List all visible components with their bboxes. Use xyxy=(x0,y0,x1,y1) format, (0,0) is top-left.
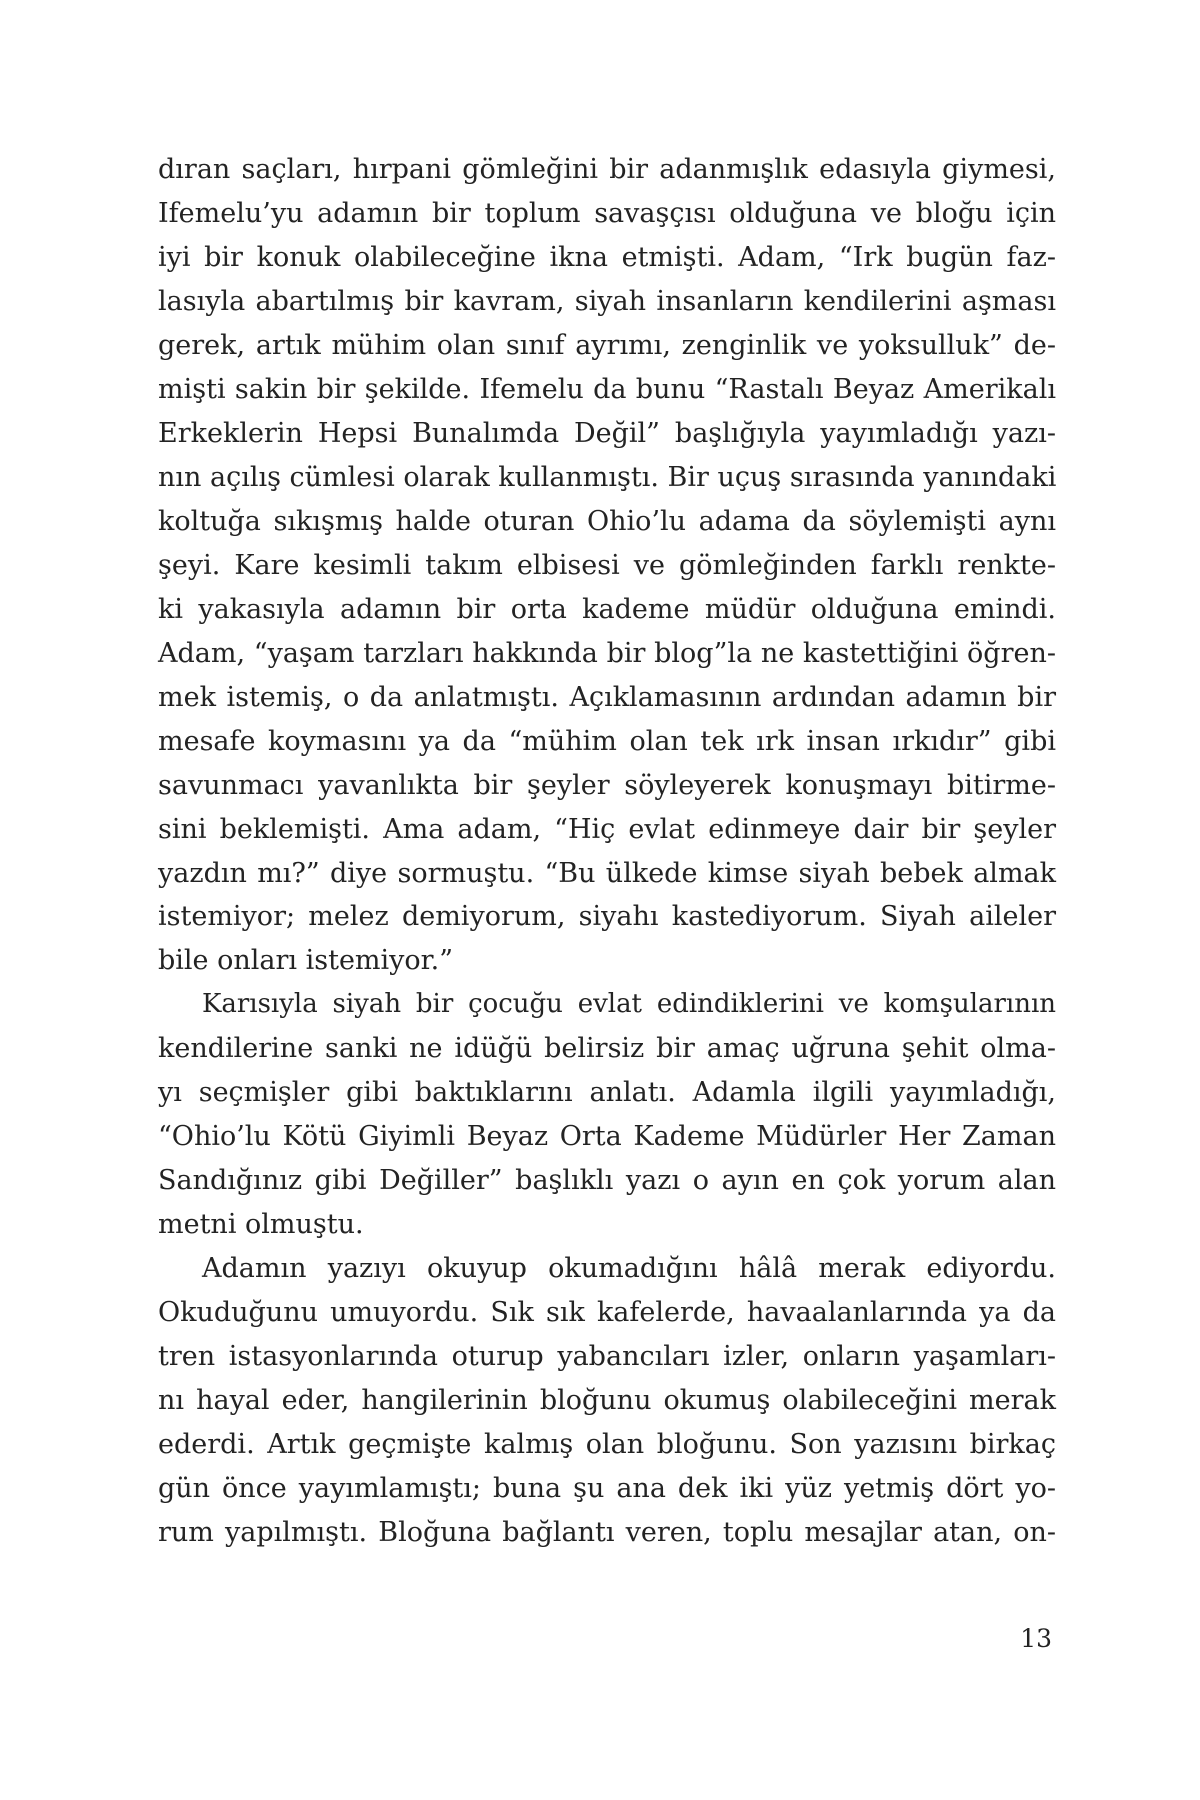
body-text xyxy=(158,148,1056,1555)
text-line: ederdi. Artık geçmişte kalmış olan bloğunu. Son yazısını birkaç xyxy=(158,1429,1056,1461)
text-line: gün önce yayımlamıştı; buna şu ana dek iki yüz yetmiş dört yo- xyxy=(158,1473,1056,1505)
text-line: Ifemelu’yu adamın bir toplum savaşçısı olduğuna ve bloğu için xyxy=(158,197,1056,229)
text-line: şeyi. Kare kesimli takım elbisesi ve gömleğinden farklı renkte- xyxy=(158,549,1056,581)
text-line: tren istasyonlarında oturup yabancıları izler, onların yaşamları- xyxy=(158,1341,1056,1373)
text-line: iyi bir konuk olabileceğine ikna etmişti. Adam, “Irk bugün faz- xyxy=(158,241,1056,273)
text-line: ki yakasıyla adamın bir orta kademe müdür olduğuna emindi. xyxy=(158,593,1056,625)
text-line: rum yapılmıştı. Bloğuna bağlantı veren, toplu mesajlar atan, on- xyxy=(158,1517,1056,1549)
text-line: Karısıyla siyah bir çocuğu evlat edindiklerini ve komşularının xyxy=(202,989,1056,1020)
text-line: nı hayal eder, hangilerinin bloğunu okumuş olabileceğini merak xyxy=(158,1385,1056,1417)
text-line: mişti sakin bir şekilde. Ifemelu da bunu “Rastalı Beyaz Amerikalı xyxy=(158,373,1056,405)
text-line: koltuğa sıkışmış halde oturan Ohio’lu adama da söylemişti aynı xyxy=(158,505,1056,537)
text-line: lasıyla abartılmış bir kavram, siyah insanların kendilerini aşması xyxy=(158,285,1056,317)
text-line: Adam, “yaşam tarzları hakkında bir blog”la ne kastettiğini öğren- xyxy=(158,637,1056,669)
text-line: “Ohio’lu Kötü Giyimli Beyaz Orta Kademe Müdürler Her Zaman xyxy=(158,1121,1056,1153)
text-line: dıran saçları, hırpani gömleğini bir adanmışlık edasıyla giymesi, xyxy=(158,154,1056,185)
text-line: mesafe koymasını ya da “mühim olan tek ırk insan ırkıdır” gibi xyxy=(158,725,1056,757)
text-line: Erkeklerin Hepsi Bunalımda Değil” başlığıyla yayımladığı yazı- xyxy=(158,417,1056,449)
text-line: bile onları istemiyor.” xyxy=(158,945,454,977)
page-number: 13 xyxy=(1020,1624,1052,1653)
text-line: Sandığınız gibi Değiller” başlıklı yazı o ayın en çok yorum alan xyxy=(158,1165,1056,1197)
text-line: Okuduğunu umuyordu. Sık sık kafelerde, havaalanlarında ya da xyxy=(158,1297,1056,1329)
text-line: mek istemiş, o da anlatmıştı. Açıklamasının ardından adamın bir xyxy=(158,681,1056,713)
text-line: istemiyor; melez demiyorum, siyahı kastediyorum. Siyah aileler xyxy=(158,901,1056,933)
text-line: yazdın mı?” diye sormuştu. “Bu ülkede kimse siyah bebek almak xyxy=(158,857,1056,889)
text-line: nın açılış cümlesi olarak kullanmıştı. Bir uçuş sırasında yanındaki xyxy=(158,461,1057,493)
text-line: kendilerine sanki ne idüğü belirsiz bir amaç uğruna şehit olma- xyxy=(158,1033,1056,1065)
text-line: savunmacı yavanlıkta bir şeyler söyleyerek konuşmayı bitirme- xyxy=(158,769,1056,801)
text-line: metni olmuştu. xyxy=(158,1209,364,1241)
text-line: yı seçmişler gibi baktıklarını anlatı. Adamla ilgili yayımladığı, xyxy=(158,1077,1056,1109)
text-line: sini beklemişti. Ama adam, “Hiç evlat edinmeye dair bir şeyler xyxy=(158,813,1056,845)
text-line: gerek, artık mühim olan sınıf ayrımı, zenginlik ve yoksulluk” de- xyxy=(158,329,1056,361)
text-line: Adamın yazıyı okuyup okumadığını hâlâ merak ediyordu. xyxy=(202,1253,1056,1285)
